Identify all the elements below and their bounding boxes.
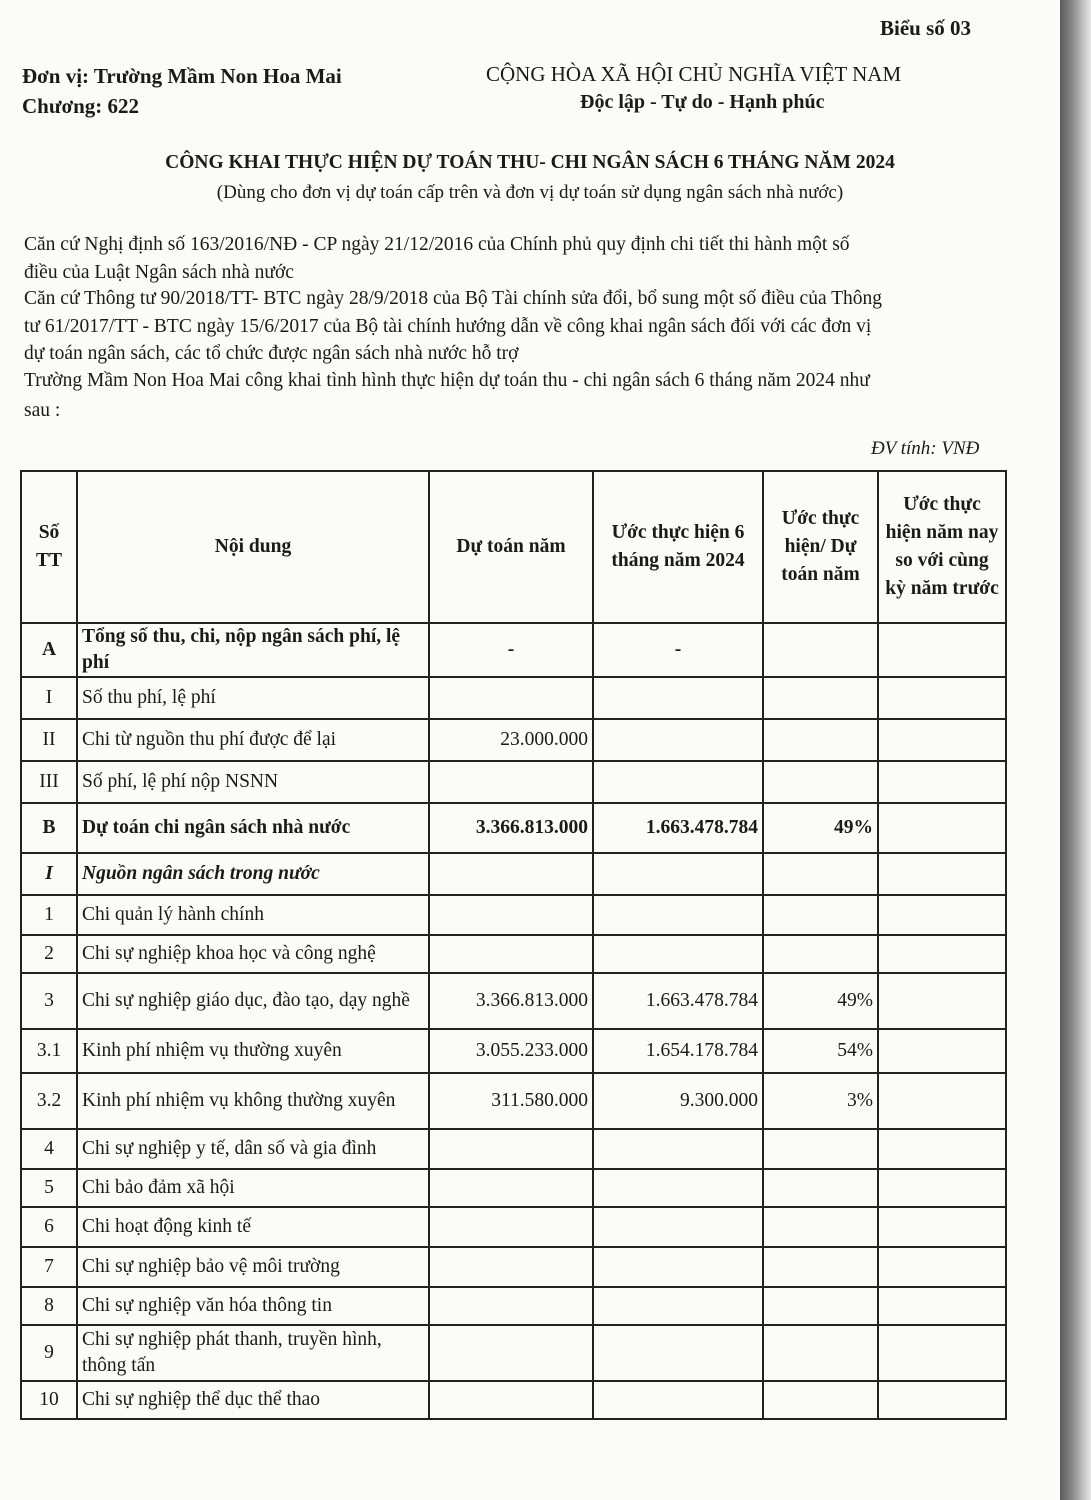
header-annual: Dự toán năm — [429, 471, 593, 623]
cell-yoy — [878, 1287, 1006, 1325]
intro-line: Trường Mầm Non Hoa Mai công khai tình hình thực hiện dự toán thu - chi ngân sách 6 tháng năm 2024 như — [24, 370, 870, 391]
cell-ratio — [763, 1325, 878, 1381]
cell-est6 — [593, 1325, 763, 1381]
cell-ratio — [763, 1129, 878, 1169]
cell-content: Chi quản lý hành chính — [77, 895, 429, 935]
cell-content: Chi sự nghiệp thể dục thể thao — [77, 1381, 429, 1419]
nation-heading: CỘNG HÒA XÃ HỘI CHỦ NGHĨA VIỆT NAM — [486, 62, 902, 86]
cell-annual: 3.366.813.000 — [429, 803, 593, 853]
cell-content: Chi sự nghiệp y tế, dân số và gia đình — [77, 1129, 429, 1169]
cell-stt: 6 — [21, 1207, 77, 1247]
cell-yoy — [878, 677, 1006, 719]
cell-annual: - — [429, 623, 593, 677]
cell-content: Chi sự nghiệp giáo dục, đào tạo, dạy nghề — [77, 973, 429, 1029]
cell-est6 — [593, 677, 763, 719]
cell-yoy — [878, 1381, 1006, 1419]
cell-est6 — [593, 853, 763, 895]
intro-line: điều của Luật Ngân sách nhà nước — [24, 262, 294, 283]
cell-est6 — [593, 719, 763, 761]
cell-stt: 8 — [21, 1287, 77, 1325]
cell-annual — [429, 1381, 593, 1419]
cell-stt: III — [21, 761, 77, 803]
cell-est6: 1.654.178.784 — [593, 1029, 763, 1073]
cell-yoy — [878, 719, 1006, 761]
cell-yoy — [878, 1129, 1006, 1169]
cell-annual: 3.366.813.000 — [429, 973, 593, 1029]
cell-est6: 1.663.478.784 — [593, 973, 763, 1029]
cell-stt: II — [21, 719, 77, 761]
cell-est6 — [593, 935, 763, 973]
cell-annual — [429, 895, 593, 935]
cell-yoy — [878, 973, 1006, 1029]
cell-est6 — [593, 1129, 763, 1169]
table-row — [21, 935, 1006, 973]
table-row — [21, 803, 1006, 853]
form-number: Biểu số 03 — [880, 16, 972, 40]
cell-yoy — [878, 1073, 1006, 1129]
cell-est6: 1.663.478.784 — [593, 803, 763, 853]
cell-stt: 3.2 — [21, 1073, 77, 1129]
table-row — [21, 1129, 1006, 1169]
cell-yoy — [878, 1169, 1006, 1207]
cell-stt: I — [21, 853, 77, 895]
cell-ratio — [763, 1247, 878, 1287]
cell-ratio — [763, 853, 878, 895]
cell-content: Kinh phí nhiệm vụ không thường xuyên — [77, 1073, 429, 1129]
header-stt: Số TT — [21, 471, 77, 623]
table-row — [21, 1169, 1006, 1207]
cell-annual — [429, 677, 593, 719]
cell-annual — [429, 1287, 593, 1325]
cell-stt: 7 — [21, 1247, 77, 1287]
cell-est6: 9.300.000 — [593, 1073, 763, 1129]
cell-ratio — [763, 719, 878, 761]
cell-annual — [429, 1247, 593, 1287]
table-row — [21, 853, 1006, 895]
cell-est6 — [593, 1207, 763, 1247]
cell-ratio — [763, 1169, 878, 1207]
cell-content: Nguồn ngân sách trong nước — [77, 853, 429, 895]
cell-content: Kinh phí nhiệm vụ thường xuyên — [77, 1029, 429, 1073]
cell-content: Tổng số thu, chi, nộp ngân sách phí, lệ phí — [77, 623, 429, 677]
cell-ratio — [763, 935, 878, 973]
cell-est6 — [593, 1169, 763, 1207]
cell-yoy — [878, 761, 1006, 803]
scan-edge — [1060, 0, 1091, 1500]
document-title: CÔNG KHAI THỰC HIỆN DỰ TOÁN THU- CHI NGÂN SÁCH 6 THÁNG NĂM 2024 — [165, 152, 895, 173]
cell-content: Dự toán chi ngân sách nhà nước — [77, 803, 429, 853]
cell-ratio: 3% — [763, 1073, 878, 1129]
cell-ratio — [763, 1287, 878, 1325]
cell-stt: 10 — [21, 1381, 77, 1419]
cell-stt: I — [21, 677, 77, 719]
cell-annual — [429, 761, 593, 803]
cell-yoy — [878, 935, 1006, 973]
table-row — [21, 1287, 1006, 1325]
intro-line: dự toán ngân sách, các tổ chức được ngân sách nhà nước hỗ trợ — [24, 343, 519, 364]
national-motto: Độc lập - Tự do - Hạnh phúc — [580, 91, 825, 113]
cell-content: Số thu phí, lệ phí — [77, 677, 429, 719]
cell-ratio — [763, 677, 878, 719]
cell-ratio — [763, 1207, 878, 1247]
cell-est6 — [593, 1247, 763, 1287]
cell-ratio — [763, 895, 878, 935]
cell-stt: B — [21, 803, 77, 853]
header-yoy: Ước thực hiện năm nay so với cùng kỳ năm trước — [878, 471, 1006, 623]
cell-ratio: 49% — [763, 973, 878, 1029]
table-row — [21, 1381, 1006, 1419]
document-subtitle: (Dùng cho đơn vị dự toán cấp trên và đơn vị dự toán sử dụng ngân sách nhà nước) — [216, 182, 844, 203]
cell-annual: 311.580.000 — [429, 1073, 593, 1129]
cell-stt: A — [21, 623, 77, 677]
table-row — [21, 623, 1006, 677]
cell-annual — [429, 935, 593, 973]
cell-stt: 5 — [21, 1169, 77, 1207]
cell-annual: 23.000.000 — [429, 719, 593, 761]
cell-est6 — [593, 761, 763, 803]
cell-est6 — [593, 1287, 763, 1325]
cell-yoy — [878, 803, 1006, 853]
cell-est6: - — [593, 623, 763, 677]
table-row — [21, 1073, 1006, 1129]
cell-yoy — [878, 1247, 1006, 1287]
cell-stt: 4 — [21, 1129, 77, 1169]
table-row — [21, 719, 1006, 761]
cell-content: Chi bảo đảm xã hội — [77, 1169, 429, 1207]
chapter-code: Chương: 622 — [22, 94, 139, 118]
cell-ratio — [763, 761, 878, 803]
cell-yoy — [878, 623, 1006, 677]
currency-unit: ĐV tính: VNĐ — [871, 438, 980, 459]
table-row — [21, 677, 1006, 719]
cell-annual — [429, 1325, 593, 1381]
cell-stt: 3 — [21, 973, 77, 1029]
table-row — [21, 761, 1006, 803]
cell-annual — [429, 1129, 593, 1169]
intro-line: tư 61/2017/TT - BTC ngày 15/6/2017 của Bộ tài chính hướng dẫn về công khai ngân sách đối với các đơn vị — [24, 316, 872, 337]
table-row — [21, 973, 1006, 1029]
table-row — [21, 1325, 1006, 1381]
cell-est6 — [593, 1381, 763, 1419]
unit-name: Đơn vị: Trường Mầm Non Hoa Mai — [22, 64, 342, 88]
cell-stt: 2 — [21, 935, 77, 973]
intro-line: Căn cứ Nghị định số 163/2016/NĐ - CP ngày 21/12/2016 của Chính phủ quy định chi tiết thi hành một số — [24, 234, 850, 255]
cell-yoy — [878, 1207, 1006, 1247]
table-row — [21, 895, 1006, 935]
table-header-row — [21, 471, 1006, 623]
cell-content: Chi hoạt động kinh tế — [77, 1207, 429, 1247]
cell-annual: 3.055.233.000 — [429, 1029, 593, 1073]
cell-content: Chi từ nguồn thu phí được để lại — [77, 719, 429, 761]
intro-line: Căn cứ Thông tư 90/2018/TT- BTC ngày 28/9/2018 của Bộ Tài chính sửa đổi, bổ sung một số điều của Thông — [24, 288, 883, 309]
cell-annual — [429, 1169, 593, 1207]
table-row — [21, 1247, 1006, 1287]
cell-yoy — [878, 853, 1006, 895]
cell-annual — [429, 1207, 593, 1247]
intro-line: sau : — [24, 400, 61, 421]
header-est6: Ước thực hiện 6 tháng năm 2024 — [593, 471, 763, 623]
cell-stt: 1 — [21, 895, 77, 935]
header-content: Nội dung — [77, 471, 429, 623]
cell-ratio — [763, 1381, 878, 1419]
budget-table — [20, 470, 1007, 1420]
cell-ratio — [763, 623, 878, 677]
cell-content: Chi sự nghiệp văn hóa thông tin — [77, 1287, 429, 1325]
cell-content: Chi sự nghiệp phát thanh, truyền hình, thông tấn — [77, 1325, 429, 1381]
cell-content: Số phí, lệ phí nộp NSNN — [77, 761, 429, 803]
cell-est6 — [593, 895, 763, 935]
cell-yoy — [878, 1029, 1006, 1073]
cell-content: Chi sự nghiệp khoa học và công nghệ — [77, 935, 429, 973]
cell-stt: 3.1 — [21, 1029, 77, 1073]
table-row — [21, 1207, 1006, 1247]
cell-yoy — [878, 1325, 1006, 1381]
table-row — [21, 1029, 1006, 1073]
cell-stt: 9 — [21, 1325, 77, 1381]
cell-ratio: 49% — [763, 803, 878, 853]
cell-content: Chi sự nghiệp bảo vệ môi trường — [77, 1247, 429, 1287]
header-ratio: Ước thực hiện/ Dự toán năm — [763, 471, 878, 623]
cell-annual — [429, 853, 593, 895]
cell-ratio: 54% — [763, 1029, 878, 1073]
cell-yoy — [878, 895, 1006, 935]
